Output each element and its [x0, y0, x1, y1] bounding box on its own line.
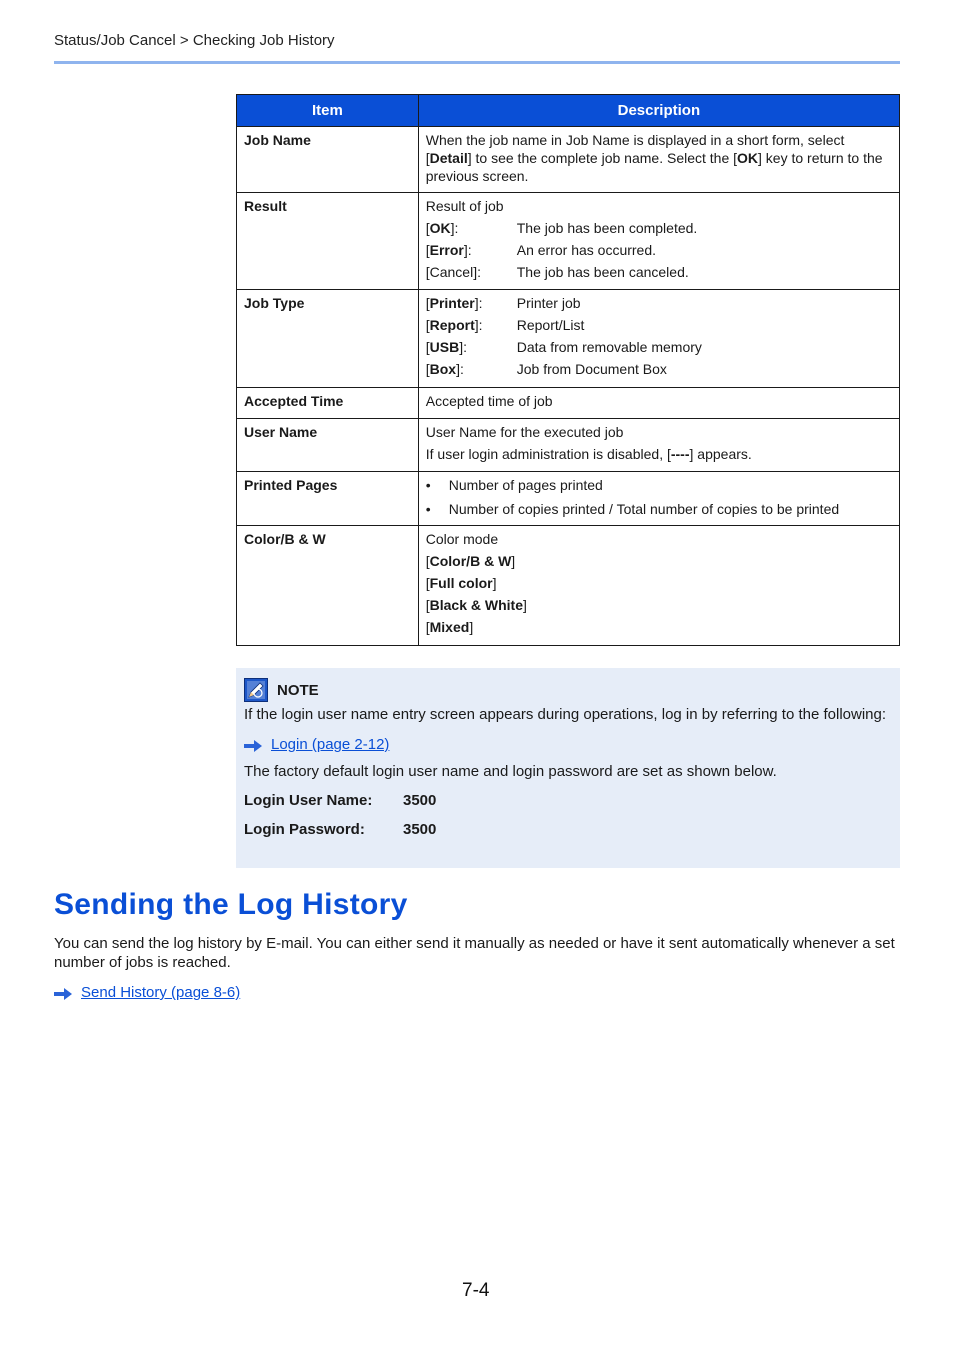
item-job-type: Job Type [237, 290, 419, 388]
section-title: Sending the Log History [54, 888, 408, 921]
login-password-row: Login Password: 3500 [244, 821, 437, 838]
description-job-type: [Printer]: Printer job [Report]: Report/List [USB]: Data from removable memory [Box]: Job from Document Box [418, 290, 899, 388]
description-accepted-time: Accepted time of job [418, 388, 899, 419]
table-row [237, 419, 900, 472]
section-body: You can send the log history by E-mail. You can either send it manually as needed or have it sent automatically whenever a set number of jobs is reached. [54, 935, 895, 971]
description-color-bw: Color mode [Color/B & W] [Full color] [Black & White] [Mixed] [418, 526, 899, 646]
page-number: 7-4 [462, 1280, 490, 1301]
column-header-description: Description [418, 95, 899, 127]
table-row [237, 290, 900, 388]
arrow-right-icon [244, 739, 262, 751]
arrow-right-icon [54, 987, 72, 999]
header-rule [54, 61, 900, 64]
send-history-link-row[interactable] [54, 984, 240, 1001]
breadcrumb: Status/Job Cancel > Checking Job History [54, 32, 335, 49]
note-box [236, 668, 900, 868]
send-history-link[interactable]: Send History (page 8-6) [81, 984, 241, 1001]
note-default-text: The factory default login user name and login password are set as shown below. [244, 763, 777, 780]
list-item: • Number of pages printed [425, 477, 603, 493]
table-row [237, 193, 900, 290]
note-pencil-icon [244, 678, 268, 702]
description-result: Result of job [OK]: The job has been completed. [Error]: An error has occurred. [Cancel]: The job has been canceled. [418, 193, 899, 290]
item-result: Result [237, 193, 419, 290]
description-job-name: When the job name in Job Name is displayed in a short form, select [Detail] to see the complete job name. Select the [OK] key to return to the previous screen. [418, 127, 899, 193]
item-printed-pages: Printed Pages [237, 472, 419, 526]
note-text: If the login user name entry screen appears during operations, log in by referring to the following: [244, 706, 887, 723]
note-header [244, 678, 892, 702]
job-history-table [236, 94, 900, 646]
table-row [237, 388, 900, 419]
table-row [237, 526, 900, 646]
item-job-name: Job Name [237, 127, 419, 193]
column-header-item: Item [237, 95, 419, 127]
list-item: • Number of copies printed / Total number of copies to be printed [425, 501, 840, 517]
description-user-name: User Name for the executed job If user login administration is disabled, [----] appears. [418, 419, 899, 472]
item-accepted-time: Accepted Time [237, 388, 419, 419]
table-row [237, 127, 900, 193]
login-link-row[interactable] [244, 736, 892, 753]
table-row [237, 472, 900, 526]
description-printed-pages [418, 472, 899, 526]
login-page-link[interactable]: Login (page 2-12) [271, 736, 390, 753]
item-user-name: User Name [237, 419, 419, 472]
login-user-name-row: Login User Name: 3500 [244, 792, 437, 809]
item-color-bw: Color/B & W [237, 526, 419, 646]
table-header-row [237, 95, 900, 127]
note-title: NOTE [277, 681, 319, 699]
